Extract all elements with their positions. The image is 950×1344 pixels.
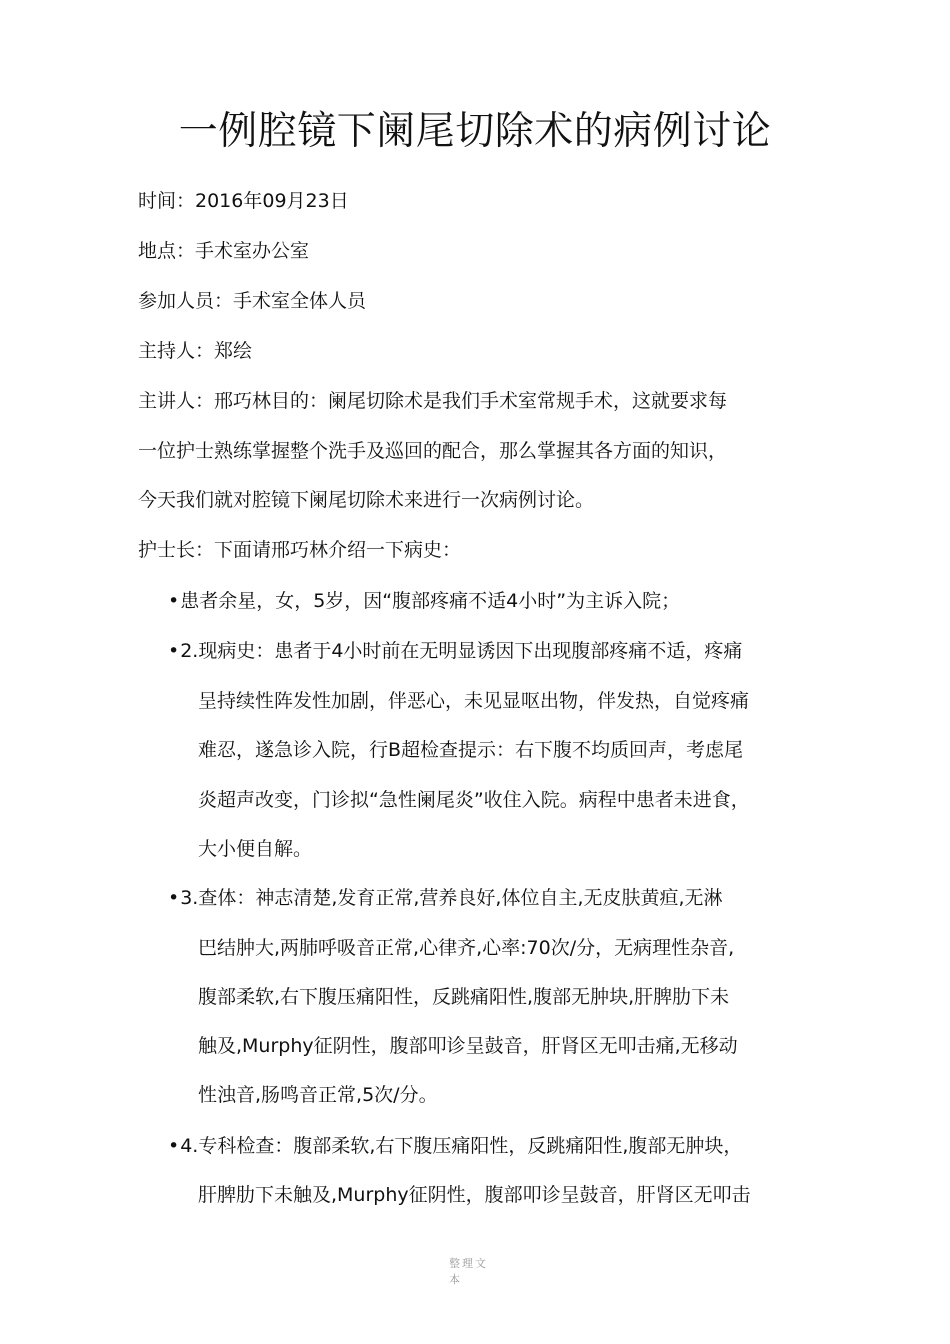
page-footer: 整理文本 <box>449 1257 488 1286</box>
meta-host: 主持人：郑绘 <box>138 340 253 362</box>
list-item-continuation: 大小便自解。 <box>198 838 313 860</box>
intro-line: 一位护士熟练掌握整个洗手及巡回的配合，那么掌握其各方面的知识， <box>138 440 728 462</box>
list-item <box>168 638 742 664</box>
list-item-continuation: 肝脾肋下未触及,Murphy征阴性，腹部叩诊呈鼓音，肝肾区无叩击 <box>198 1184 751 1206</box>
bullet-icon: • <box>168 887 180 909</box>
intro-line: 主讲人：邢巧林目的：阑尾切除术是我们手术室常规手术，这就要求每 <box>138 390 728 412</box>
bullet-icon: • <box>168 590 180 612</box>
list-item-continuation: 腹部柔软,右下腹压痛阳性，反跳痛阳性,腹部无肿块,肝脾肋下未 <box>198 986 730 1008</box>
list-item-continuation: 难忍，遂急诊入院，行B超检查提示：右下腹不均质回声，考虑尾 <box>198 739 744 761</box>
list-item-continuation: 巴结肿大,两肺呼吸音正常,心律齐,心率:70次/分，无病理性杂音, <box>198 937 735 959</box>
list-item <box>168 1133 742 1159</box>
list-item-continuation: 触及,Murphy征阴性，腹部叩诊呈鼓音，肝肾区无叩击痛,无移动 <box>198 1035 738 1057</box>
meta-time: 时间：2016年09月23日 <box>138 190 349 212</box>
list-item <box>168 885 723 911</box>
meta-location: 地点：手术室办公室 <box>138 240 310 262</box>
intro-line: 今天我们就对腔镜下阑尾切除术来进行一次病例讨论。 <box>138 489 595 511</box>
list-item-text: 4.专科检查：腹部柔软,右下腹压痛阳性，反跳痛阳性,腹部无肿块， <box>180 1135 743 1157</box>
list-item-text: 3.查体：神志清楚,发育正常,营养良好,体位自主,无皮肤黄疸,无淋 <box>180 887 723 909</box>
list-item-continuation: 呈持续性阵发性加剧，伴恶心，未见显呕出物，伴发热，自觉疼痛 <box>198 690 750 712</box>
list-item-continuation: 性浊音,肠鸣音正常,5次/分。 <box>198 1084 438 1106</box>
intro-line: 护士长：下面请邢巧林介绍一下病史： <box>138 539 462 561</box>
list-item-text: 2.现病史：患者于4小时前在无明显诱因下出现腹部疼痛不适，疼痛 <box>180 640 743 662</box>
list-item-continuation: 炎超声改变，门诊拟“急性阑尾炎”收住入院。病程中患者未进食， <box>198 789 750 811</box>
bullet-icon: • <box>168 1135 180 1157</box>
list-item-text: 患者余星，女，5岁，因“腹部疼痛不适4小时”为主诉入院； <box>180 590 681 612</box>
bullet-icon: • <box>168 640 180 662</box>
meta-participants: 参加人员：手术室全体人员 <box>138 290 367 312</box>
list-item <box>168 588 680 614</box>
document-title: 一例腔镜下阑尾切除术的病例讨论 <box>178 109 772 154</box>
